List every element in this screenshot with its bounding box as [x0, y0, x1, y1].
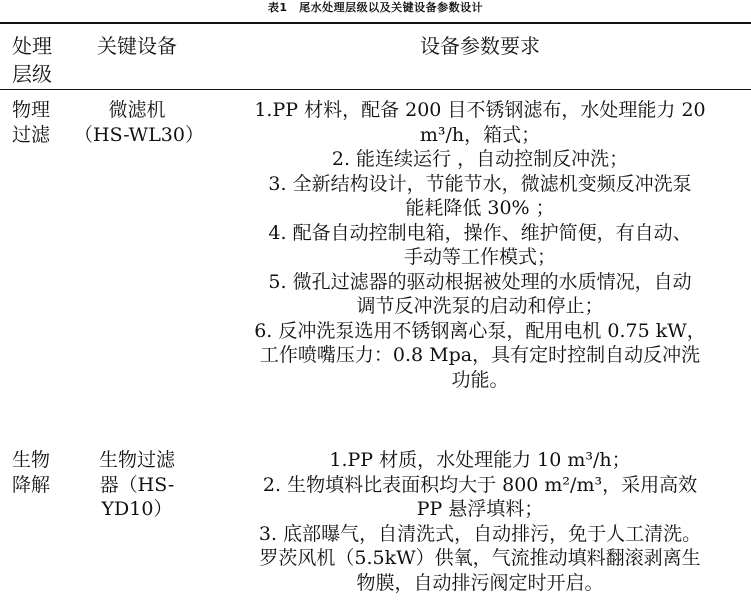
device-text: 微滤机 [108, 99, 166, 121]
param-line: 6. 反冲洗泵选用不锈钢离心泵，配用电机 0.75 kW， [254, 319, 706, 342]
device-text: （HS-WL30） [74, 123, 204, 146]
device-text: 器（HS- [99, 473, 175, 496]
param-line: 5. 微孔过滤器的驱动根据被处理的水质情况，自动 [268, 270, 692, 293]
param-line: 能耗降低 30% ； [405, 197, 555, 219]
param-line: 工作喷嘴压力：0.8 Mpa，具有定时控制自动反冲洗 [259, 344, 701, 366]
header-device-label: 关键设备 [97, 34, 177, 58]
header-device [74, 32, 200, 60]
param-line: 3. 底部曝气，自清洗式，自动排污，免于人工清洗。 [258, 522, 702, 545]
level-text: 生物 [12, 449, 51, 471]
level-text: 过滤 [12, 123, 51, 146]
param-line: 手动等工作模式； [403, 246, 556, 268]
param-line: 2. 生物填料比表面积均大于 800 m²/m³，采用高效 [262, 473, 698, 496]
param-line: 物膜，自动排污阀定时开启。 [356, 571, 604, 594]
level-text: 降解 [12, 473, 51, 496]
header-params-label: 设备参数要求 [420, 34, 540, 58]
row-2-params [210, 448, 750, 595]
row-1-level [12, 98, 64, 147]
level-text: 物理 [12, 99, 51, 121]
header-level-line: 层级 [12, 62, 52, 86]
param-line: 1.PP 材质，水处理能力 10 m³/h； [329, 449, 631, 471]
param-line: 4. 配备自动控制电箱，操作、维护简便，有自动、 [268, 221, 692, 244]
param-line: 功能。 [451, 368, 509, 391]
table-top-rule [0, 22, 751, 24]
param-line: m³/h，箱式； [419, 123, 541, 146]
row-2-level [12, 448, 64, 497]
param-line: PP 悬浮填料； [416, 498, 544, 520]
row-1-params [210, 98, 750, 392]
header-params [210, 32, 750, 60]
param-line: 1.PP 材料，配备 200 目不锈钢滤布，水处理能力 20 [254, 99, 706, 121]
header-level [12, 32, 72, 88]
device-text: 生物过滤 [98, 449, 175, 471]
row-1-device [74, 98, 204, 147]
header-level-line: 处理 [12, 34, 52, 58]
param-line: 3. 全新结构设计，节能节水，微滤机变频反冲洗泵 [268, 172, 692, 195]
header-rule [0, 89, 751, 90]
device-text: YD10） [101, 498, 173, 520]
param-line: 调节反冲洗泵的启动和停止； [356, 295, 604, 317]
param-line: 2. 能连续运行 ，自动控制反冲洗； [331, 148, 629, 170]
param-line: 罗茨风机（5.5kW）供氧，气流推动填料翻滚剥离生 [259, 547, 701, 569]
table-caption: 表1 尾水处理层级以及关键设备参数设计 [267, 1, 484, 14]
row-2-device [74, 448, 200, 522]
